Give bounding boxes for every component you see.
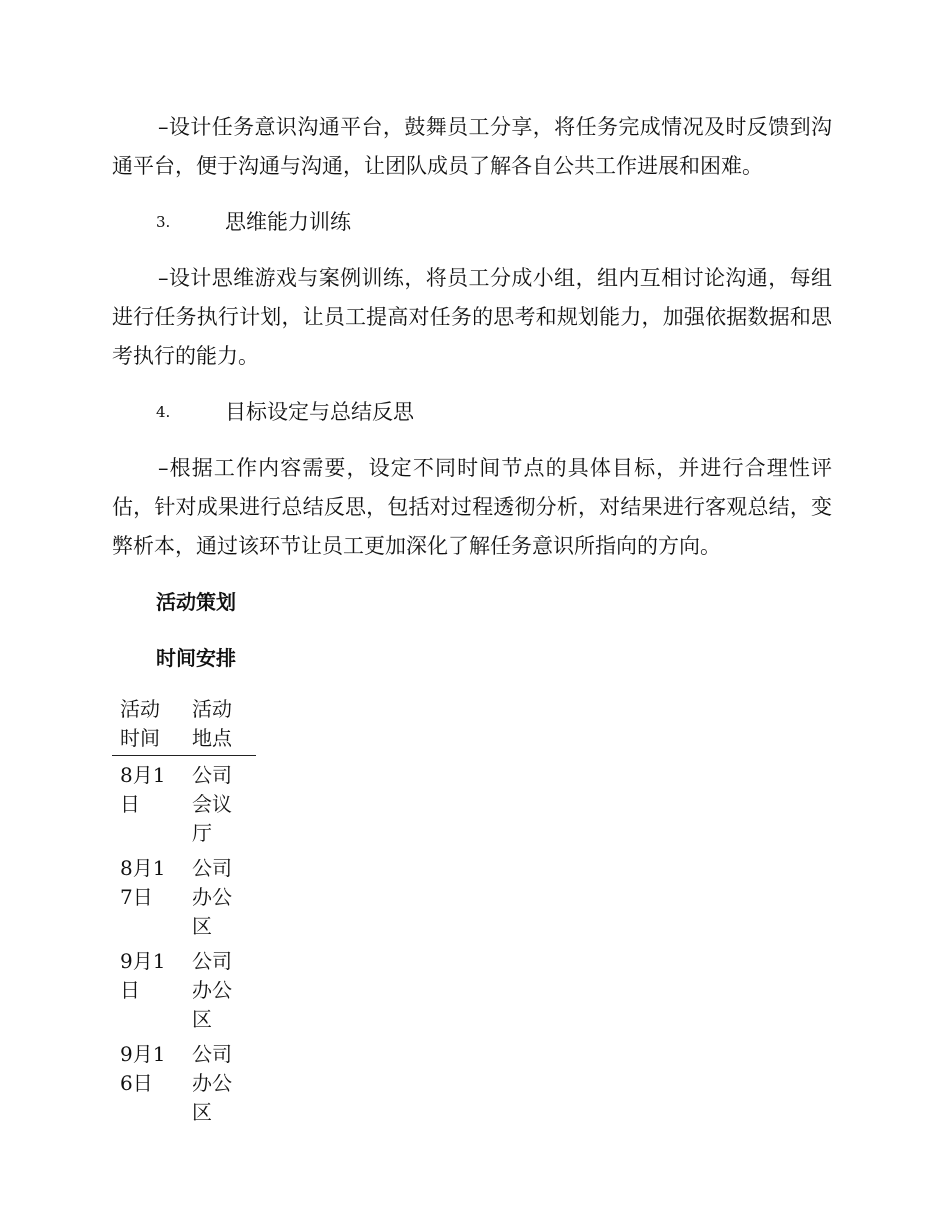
cell-time: 9月1日 — [120, 949, 166, 1002]
cell-location: 公司会议厅 — [192, 763, 232, 845]
column-header-location: 活动地点 — [184, 695, 256, 756]
list-number: 4. — [156, 403, 171, 421]
cell-location: 公司办公区 — [192, 856, 232, 938]
table-header-row — [112, 695, 256, 756]
list-number: 3. — [156, 213, 171, 231]
table-row — [112, 756, 256, 852]
table-row — [112, 944, 256, 1037]
list-item-thinking-training — [112, 203, 832, 242]
cell-time: 8月1日 — [120, 763, 166, 816]
list-title: 目标设定与总结反思 — [225, 400, 414, 424]
paragraph-goal-reflection: –根据工作内容需要，设定不同时间节点的具体目标，并进行合理性评估，针对成果进行总结反思，包括对过程透彻分析，对结果进行客观总结，变弊析本，通过该环节让员工更加深化了解任务意识所指向的方向。 — [112, 456, 832, 558]
list-item-goal-setting — [112, 393, 832, 432]
heading-activity-plan: 活动策划 — [156, 590, 236, 614]
cell-time: 8月17日 — [120, 856, 166, 909]
column-header-time: 活动时间 — [112, 695, 184, 756]
paragraph-communication-platform: –设计任务意识沟通平台，鼓舞员工分享，将任务完成情况及时反馈到沟通平台，便于沟通与沟通，让团队成员了解各自公共工作进展和困难。 — [112, 115, 832, 178]
table-row — [112, 851, 256, 944]
cell-location: 公司办公区 — [192, 949, 232, 1031]
document-page — [112, 108, 832, 1130]
paragraph-thinking-games: –设计思维游戏与案例训练，将员工分成小组，组内互相讨论沟通，每组进行任务执行计划，让员工提高对任务的思考和规划能力，加强依据数据和思考执行的能力。 — [112, 266, 832, 368]
heading-schedule: 时间安排 — [156, 646, 236, 670]
schedule-table — [112, 695, 256, 1130]
cell-location: 公司办公区 — [192, 1042, 232, 1124]
table-row — [112, 1037, 256, 1130]
list-title: 思维能力训练 — [225, 210, 351, 234]
cell-time: 9月16日 — [120, 1042, 166, 1095]
